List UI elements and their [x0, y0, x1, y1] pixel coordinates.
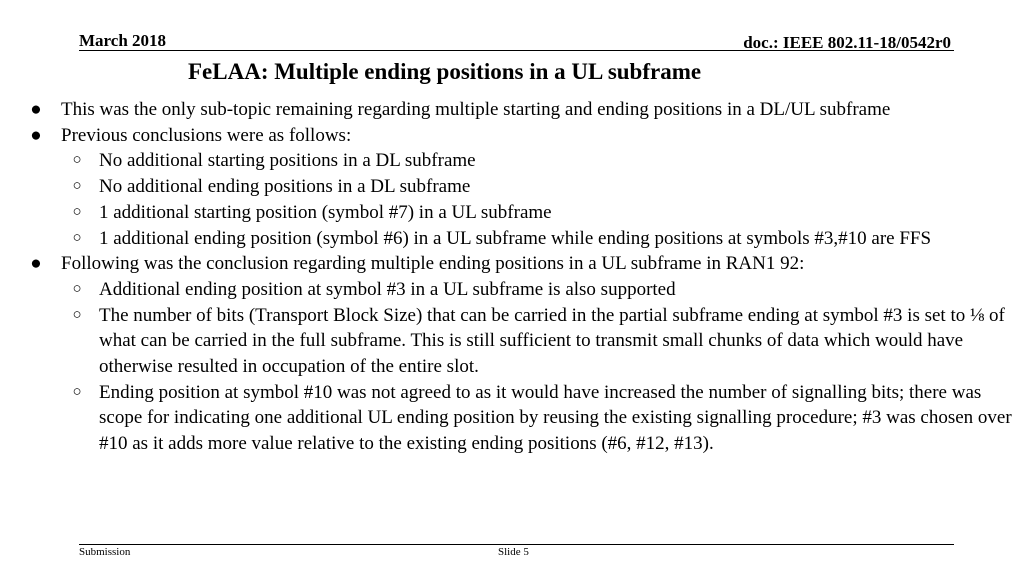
bullet-text: Following was the conclusion regarding multiple ending positions in a UL subframe in RAN1 92: [61, 253, 805, 275]
footer-submission: Submission [79, 546, 131, 558]
sub-bullet-text: 1 additional starting position (symbol #7) in a UL subframe [99, 201, 552, 223]
bullet-marker: ● [30, 124, 42, 146]
sub-bullet-item [28, 174, 1013, 200]
sub-bullet-marker: ○ [72, 306, 82, 323]
header-date: March 2018 [79, 31, 167, 50]
sub-bullet-text: No additional ending positions in a DL subframe [99, 176, 471, 198]
sub-bullet-item [28, 380, 1013, 457]
sub-bullet-marker: ○ [72, 178, 82, 195]
sub-bullet-text: The number of bits (Transport Block Size) that can be carried in the partial subframe ending at symbol #3 is set to ⅛ of what can be carried in the full subframe. This is still sufficient to transmit small chunks of data which would have otherwise resulted in occupation of the entire slot. [99, 304, 1005, 378]
footer-slide-number: Slide 5 [498, 546, 529, 558]
bullet-item [28, 123, 1013, 149]
sub-bullet-item [28, 277, 1013, 303]
sub-bullet-item [28, 226, 1013, 252]
sub-bullet-marker: ○ [72, 229, 82, 246]
bullet-marker: ● [30, 253, 42, 275]
sub-bullet-marker: ○ [72, 383, 82, 400]
sub-bullet-item [28, 303, 1013, 380]
bullet-list [28, 97, 1013, 457]
header-divider [79, 50, 954, 51]
sub-bullet-text: No additional starting positions in a DL subframe [99, 150, 476, 172]
sub-bullet-item [28, 200, 1013, 226]
sub-bullet-marker: ○ [72, 152, 82, 169]
sub-bullet-marker: ○ [72, 280, 82, 297]
sub-bullet-text: Additional ending position at symbol #3 in a UL subframe is also supported [99, 278, 676, 300]
sub-bullet-text: 1 additional ending position (symbol #6) in a UL subframe while ending positions at symbols #3,#10 are FFS [99, 227, 932, 249]
sub-bullet-marker: ○ [72, 203, 82, 220]
bullet-item [28, 251, 1013, 277]
footer-divider [79, 544, 954, 545]
header-doc-id: doc.: IEEE 802.11-18/0542r0 [743, 33, 951, 52]
bullet-marker: ● [30, 99, 42, 120]
slide-title: FeLAA: Multiple ending positions in a UL subframe [188, 59, 702, 84]
sub-bullet-text: Ending position at symbol #10 was not agreed to as it would have increased the number of signalling bits; there was scope for indicating one additional UL ending position by reusing the existing signalling procedure; #3 was chosen over #10 as it adds more value relative to the existing ending positions (#6, #12, #13). [99, 381, 1012, 455]
sub-bullet-item [28, 148, 1013, 174]
bullet-text: Previous conclusions were as follows: [61, 124, 352, 146]
bullet-text: This was the only sub-topic remaining regarding multiple starting and ending positions in a DL/UL subframe [61, 99, 891, 120]
bullet-item [28, 97, 1013, 123]
